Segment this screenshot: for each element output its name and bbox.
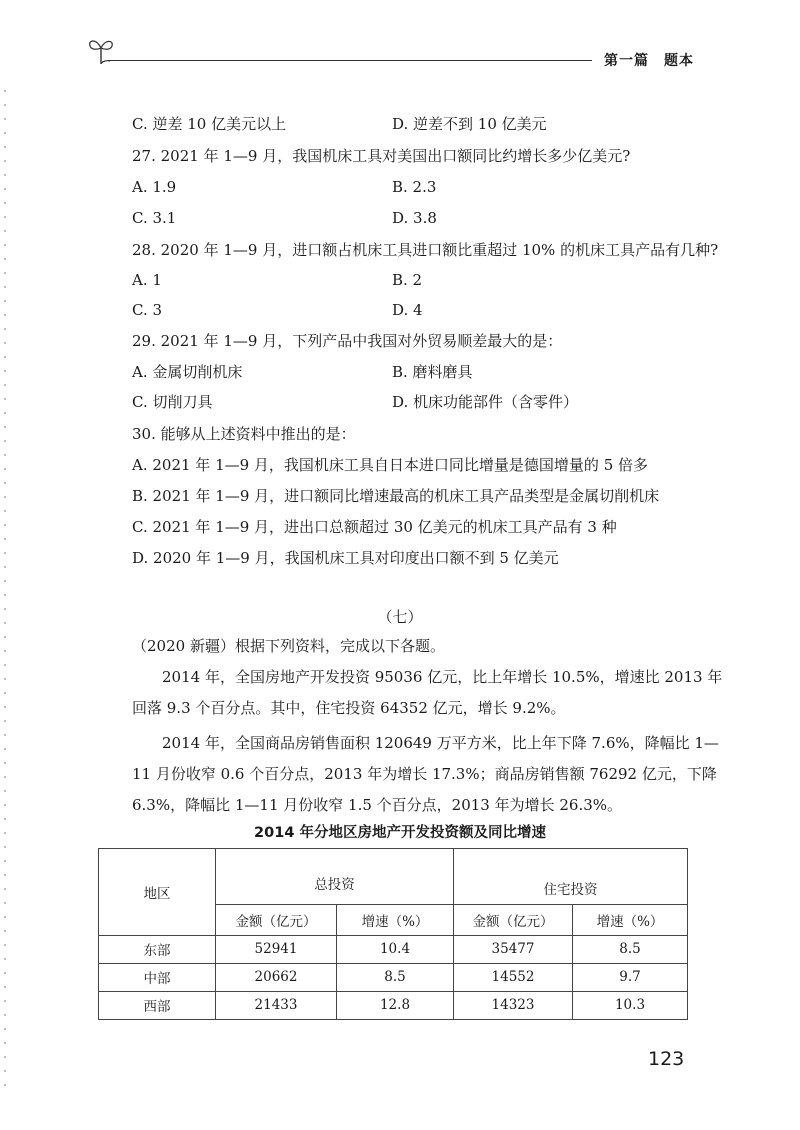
header-residential-amount: 金额（亿元）	[454, 905, 573, 935]
sprout-icon	[86, 34, 116, 66]
q30-option-a: A. 2021 年 1—9 月，我国机床工具自日本进口同比增量是德国增量的 5 倍多	[132, 456, 649, 474]
header-total-growth: 增速（%）	[337, 905, 454, 935]
q29-stem: 29. 2021 年 1—9 月，下列产品中我国对外贸易顺差最大的是：	[132, 332, 563, 350]
row-region: 西部	[99, 991, 216, 1019]
header-residential-investment: 住宅投资	[454, 849, 688, 905]
paragraph-2-line-2: 11 月份收窄 0.6 个百分点，2013 年为增长 17.3%；商品房销售额 76292 亿元，下降	[132, 765, 717, 783]
q29-option-c: C. 切削刀具	[132, 393, 213, 411]
q28-option-d: D. 4	[392, 301, 423, 319]
page-header	[0, 0, 800, 80]
row-total-growth: 8.5	[337, 963, 454, 991]
q26-option-d: D. 逆差不到 10 亿美元	[392, 115, 547, 133]
q27-option-b: B. 2.3	[392, 178, 437, 196]
q27-option-d: D. 3.8	[392, 209, 437, 227]
q28-option-b: B. 2	[392, 271, 423, 289]
row-residential-growth: 8.5	[573, 935, 688, 963]
page-number: 123	[648, 1048, 685, 1070]
q30-option-c: C. 2021 年 1—9 月，进出口总额超过 30 亿美元的机床工具产品有 3 种	[132, 518, 617, 536]
q30-stem: 30. 能够从上述资料中推出的是：	[132, 425, 356, 443]
row-residential-growth: 10.3	[573, 991, 688, 1019]
table-row	[99, 935, 688, 963]
section-heading: （七）	[377, 608, 423, 626]
q30-option-b: B. 2021 年 1—9 月，进口额同比增速最高的机床工具产品类型是金属切削机床	[132, 487, 660, 505]
row-total-amount: 52941	[216, 935, 337, 963]
row-residential-growth: 9.7	[573, 963, 688, 991]
header-rule	[108, 60, 592, 61]
header-total-investment: 总投资	[216, 849, 454, 905]
row-region: 中部	[99, 963, 216, 991]
q27-option-c: C. 3.1	[132, 209, 177, 227]
table-row	[99, 991, 688, 1019]
table-caption: 2014 年分地区房地产开发投资额及同比增速	[254, 825, 546, 841]
paragraph-2-line-1: 2014 年，全国商品房销售面积 120649 万平方米，比上年下降 7.6%，降幅比 1—	[162, 734, 719, 752]
q28-option-a: A. 1	[132, 271, 162, 289]
row-region: 东部	[99, 935, 216, 963]
row-residential-amount: 35477	[454, 935, 573, 963]
paragraph-2-line-3: 6.3%，降幅比 1—11 月份收窄 1.5 个百分点，2013 年为增长 26.3%。	[132, 796, 623, 814]
row-total-amount: 21433	[216, 991, 337, 1019]
scan-margin-dots	[4, 90, 6, 1090]
paragraph-1-line-1: 2014 年，全国房地产开发投资 95036 亿元，比上年增长 10.5%，增速比 2013 年	[162, 668, 723, 686]
header-residential-growth: 增速（%）	[573, 905, 688, 935]
q28-stem: 28. 2020 年 1—9 月，进口额占机床工具进口额比重超过 10% 的机床工具产品有几种?	[132, 241, 719, 259]
row-residential-amount: 14323	[454, 991, 573, 1019]
q27-stem: 27. 2021 年 1—9 月，我国机床工具对美国出口额同比约增长多少亿美元?	[132, 147, 631, 165]
header-section-title: 第一篇 题本	[604, 53, 694, 69]
section-intro: （2020 新疆）根据下列资料，完成以下各题。	[132, 637, 445, 655]
row-total-growth: 10.4	[337, 935, 454, 963]
q26-option-c: C. 逆差 10 亿美元以上	[132, 115, 287, 133]
q29-option-a: A. 金属切削机床	[132, 363, 243, 381]
row-total-amount: 20662	[216, 963, 337, 991]
q29-option-d: D. 机床功能部件（含零件）	[392, 393, 579, 411]
q30-option-d: D. 2020 年 1—9 月，我国机床工具对印度出口额不到 5 亿美元	[132, 549, 559, 567]
q27-option-a: A. 1.9	[132, 178, 177, 196]
row-residential-amount: 14552	[454, 963, 573, 991]
header-region: 地区	[99, 849, 216, 936]
row-total-growth: 12.8	[337, 991, 454, 1019]
paragraph-1-line-2: 回落 9.3 个百分点。其中，住宅投资 64352 亿元，增长 9.2%。	[132, 699, 566, 717]
q29-option-b: B. 磨料磨具	[392, 363, 473, 381]
table-row	[99, 963, 688, 991]
q28-option-c: C. 3	[132, 301, 163, 319]
header-total-amount: 金额（亿元）	[216, 905, 337, 935]
investment-table	[98, 848, 688, 1020]
